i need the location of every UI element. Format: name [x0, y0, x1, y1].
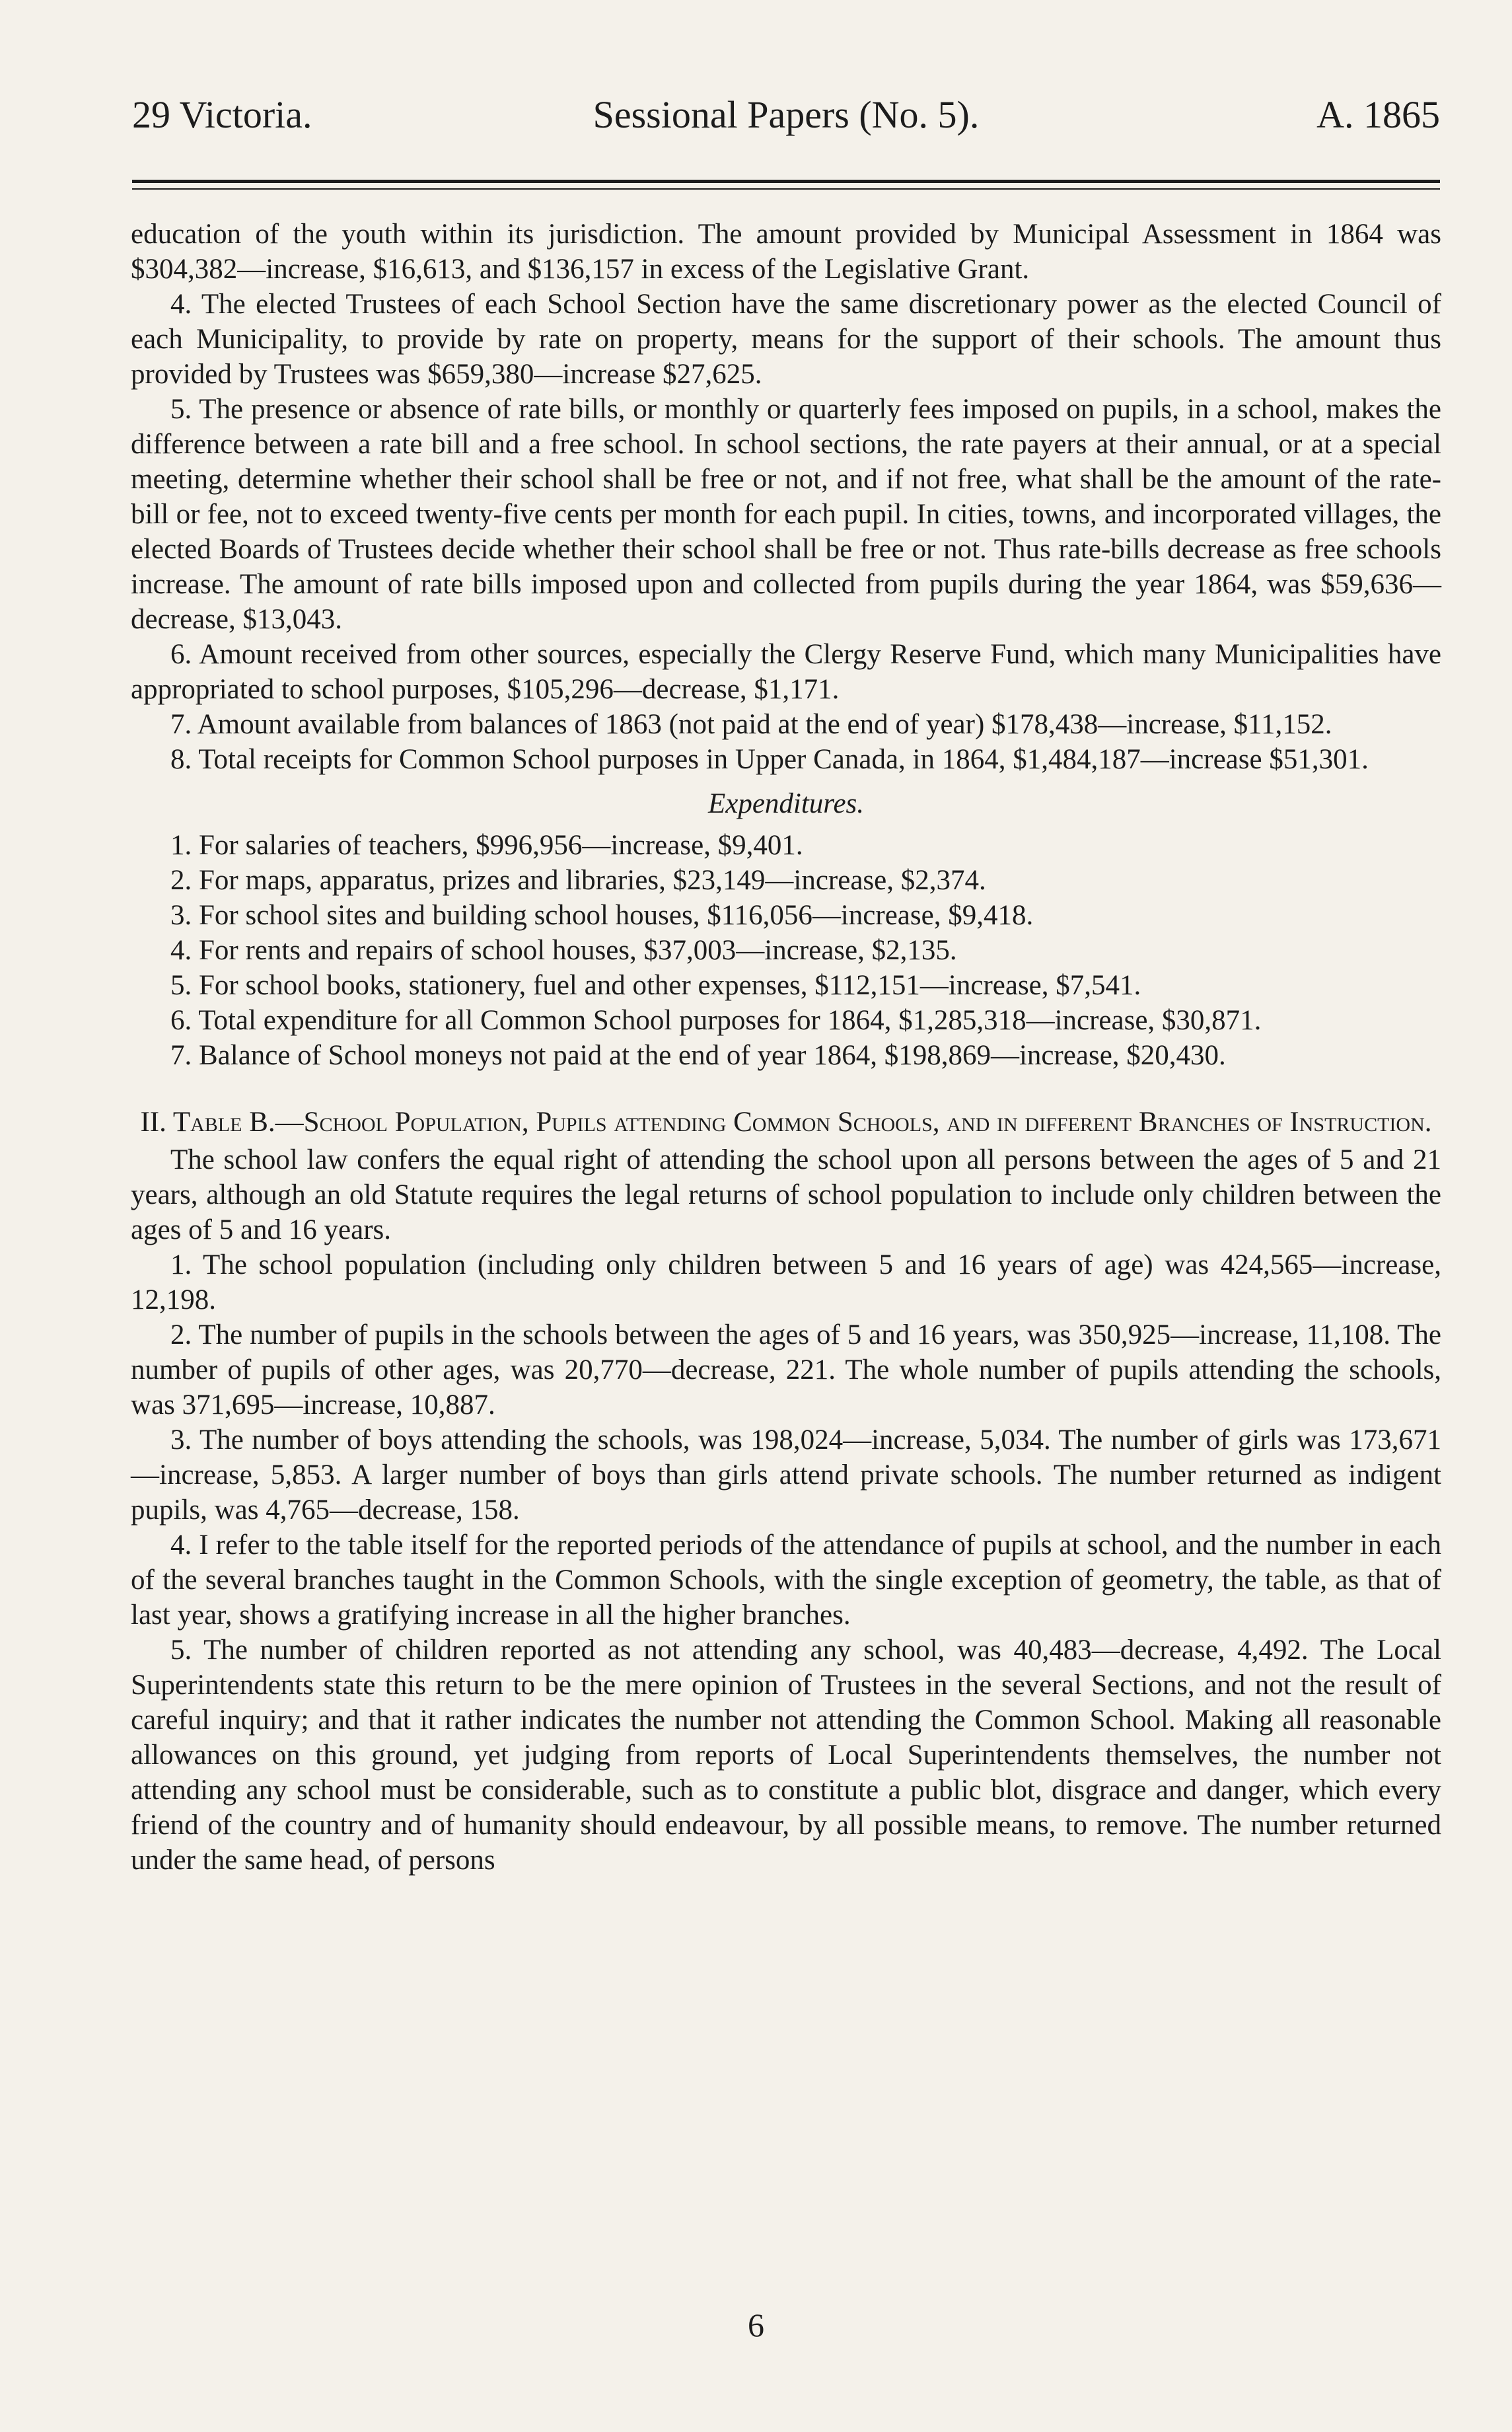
paragraph: 4. I refer to the table itself for the reported periods of the attendance of pupils at school, and the number in each of the several branches taught in the Common Schools, with the single exception of geometry, the table, as that of last year, shows a gratifying increase in all the higher branches. — [131, 1529, 1441, 1631]
paragraph: 3. The number of boys attending the schools, was 198,024—increase, 5,034. The number of girls was 173,671—increase, 5,853. A larger number of boys than girls attend private schools. The number returned as indigent pupils, was 4,765—decrease, 158. — [131, 1424, 1441, 1526]
header-rule-thin — [132, 188, 1440, 190]
expenditure-item: 7. Balance of School moneys not paid at the end of year 1864, $198,869—increase, $20,430. — [170, 1040, 1226, 1071]
body-text — [131, 217, 1441, 1878]
paragraph: The school law confers the equal right of attending the school upon all persons between the ages of 5 and 21 years, although an old Statute requires the legal returns of school population to include only children between the ages of 5 and 16 years. — [131, 1144, 1441, 1245]
expenditure-item: 4. For rents and repairs of school houses, $37,003—increase, $2,135. — [170, 935, 957, 966]
paragraph: 7. Amount available from balances of 1863 (not paid at the end of year) $178,438—increase, $11,152. — [170, 709, 1332, 740]
header-rule-thick — [132, 180, 1440, 183]
paragraph: 5. The number of children reported as not attending any school, was 40,483—decrease, 4,492. The Local Superintendents state this return to be the mere opinion of Trustees in the several Sections, and not the result of careful inquiry; and that it rather indicates the number not attending the Common School. Making all reasonable allowances on this ground, yet judging from reports of Local Superintendents themselves, the number not attending any school must be considerable, such as to constitute a public blot, disgrace and danger, which every friend of the country and of humanity should endeavour, by all possible means, to remove. The number returned under the same head, of persons — [131, 1635, 1441, 1876]
expenditures-heading: Expenditures. — [707, 788, 865, 819]
expenditure-item: 2. For maps, apparatus, prizes and libraries, $23,149—increase, $2,374. — [170, 865, 986, 896]
paragraph: 4. The elected Trustees of each School Section have the same discretionary power as the elected Council of each Municipality, to provide by rate on property, means for the support of their schools. The amount thus provided by Trustees was $659,380—increase $27,625. — [131, 289, 1441, 390]
running-header — [132, 92, 1440, 152]
paragraph: 6. Amount received from other sources, especially the Clergy Reserve Fund, which many Municipalities have appropriated to school purposes, $105,296—decrease, $1,171. — [131, 639, 1441, 705]
expenditure-item: 3. For school sites and building school houses, $116,056—increase, $9,418. — [170, 900, 1034, 931]
paragraph: 5. The presence or absence of rate bills, or monthly or quarterly fees imposed on pupils, in a school, makes the difference between a rate bill and a free school. In school sections, the rate payers at their annual, or at a special meeting, determine whether their school shall be free or not, and if not free, what shall be the amount of the rate-bill or fee, not to exceed twenty-five cents per month for each pupil. In cities, towns, and incorporated villages, the elected Boards of Trustees decide whether their school shall be free or not. Thus rate-bills decrease as free schools increase. The amount of rate bills imposed upon and collected from pupils during the year 1864, was $59,636—decrease, $13,043. — [131, 394, 1441, 635]
expenditure-item: 5. For school books, stationery, fuel and other expenses, $112,151—increase, $7,541. — [170, 970, 1141, 1001]
header-volume: 29 Victoria. — [132, 93, 312, 136]
paragraph: 8. Total receipts for Common School purposes in Upper Canada, in 1864, $1,484,187—increase $51,301. — [170, 744, 1369, 775]
expenditure-item: 6. Total expenditure for all Common School purposes for 1864, $1,285,318—increase, $30,871. — [170, 1005, 1262, 1036]
paragraph: 1. The school population (including only children between 5 and 16 years of age) was 424,565—increase, 12,198. — [131, 1249, 1441, 1315]
paragraph: education of the youth within its jurisdiction. The amount provided by Municipal Assessment in 1864 was $304,382—increase, $16,613, and $136,157 in excess of the Legislative Grant. — [131, 219, 1441, 285]
header-year: A. 1865 — [1316, 93, 1440, 136]
paragraph: 2. The number of pupils in the schools between the ages of 5 and 16 years, was 350,925—increase, 11,108. The number of pupils of other ages, was 20,770—decrease, 221. The whole number of pupils attending the schools, was 371,695—increase, 10,887. — [131, 1319, 1441, 1420]
table-b-heading: II. Table B.—School Population, Pupils attending Common Schools, and in different Branches of Instruction. — [140, 1107, 1432, 1138]
page-number: 6 — [748, 2306, 764, 2343]
header-title: Sessional Papers (No. 5). — [593, 93, 980, 136]
expenditure-item: 1. For salaries of teachers, $996,956—increase, $9,401. — [170, 830, 803, 861]
